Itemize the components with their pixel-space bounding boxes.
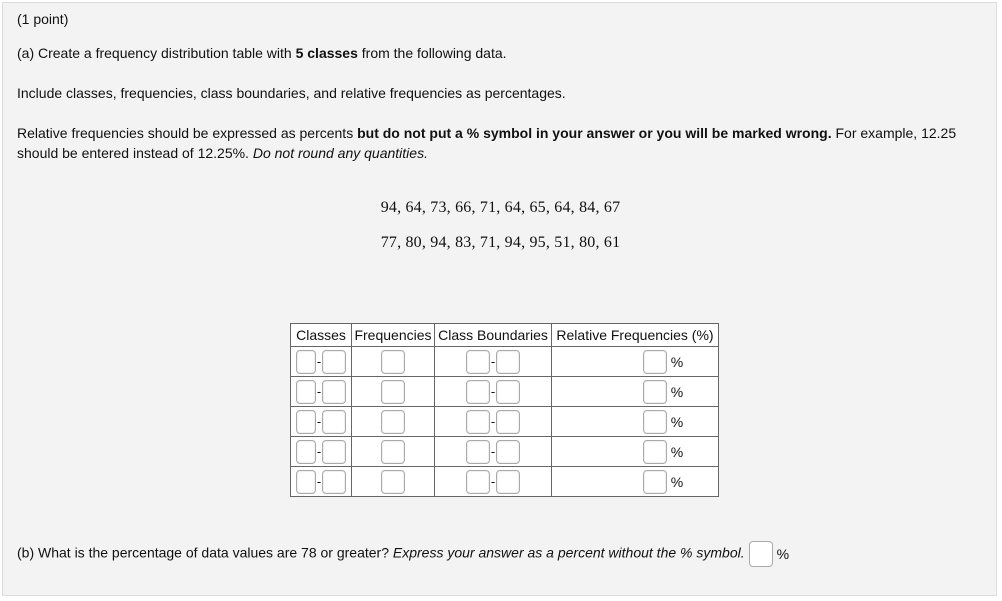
- rel-prefix: Relative frequencies should be expressed as percents: [17, 125, 358, 141]
- rel-warning: but do not put a % symbol in your answer or you will be marked wrong.: [357, 125, 832, 141]
- relative-frequency-input[interactable]: [643, 440, 667, 464]
- dash: -: [490, 354, 496, 369]
- rel-example: For example, 12.25 should be entered instead of 12.25%.: [17, 125, 957, 161]
- dash: -: [316, 414, 322, 429]
- header-class-boundaries: Class Boundaries: [435, 324, 552, 347]
- percent-sign: %: [670, 353, 684, 370]
- frequency-input[interactable]: [381, 440, 405, 464]
- points-label: (1 point): [17, 11, 69, 27]
- percentage-answer-input[interactable]: [749, 541, 773, 567]
- class-lower-input[interactable]: [296, 410, 316, 434]
- percent-sign: %: [670, 383, 684, 400]
- relative-frequency-input[interactable]: [643, 350, 667, 374]
- boundary-lower-input[interactable]: [466, 350, 490, 374]
- percent-sign: %: [670, 443, 684, 460]
- relative-frequency-input[interactable]: [643, 470, 667, 494]
- dash: -: [316, 444, 322, 459]
- dash: -: [490, 384, 496, 399]
- boundary-upper-input[interactable]: [496, 350, 520, 374]
- frequency-input[interactable]: [381, 350, 405, 374]
- percent-sign: %: [776, 546, 790, 562]
- class-upper-input[interactable]: [322, 470, 346, 494]
- class-upper-input[interactable]: [322, 410, 346, 434]
- classes-count: 5 classes: [295, 45, 358, 61]
- class-upper-input[interactable]: [322, 440, 346, 464]
- dash: -: [490, 444, 496, 459]
- boundary-upper-input[interactable]: [496, 380, 520, 404]
- part-a-intro-text: (a) Create a frequency distribution table with: [17, 45, 296, 61]
- header-classes: Classes: [291, 324, 352, 347]
- class-lower-input[interactable]: [296, 380, 316, 404]
- table-row: [291, 377, 719, 407]
- relative-frequency-input[interactable]: [643, 410, 667, 434]
- class-lower-input[interactable]: [296, 470, 316, 494]
- class-lower-input[interactable]: [296, 440, 316, 464]
- class-upper-input[interactable]: [322, 380, 346, 404]
- dash: -: [490, 474, 496, 489]
- class-upper-input[interactable]: [322, 350, 346, 374]
- table-row: [291, 407, 719, 437]
- boundary-lower-input[interactable]: [466, 380, 490, 404]
- percent-sign: %: [670, 413, 684, 430]
- part-a-intro-suffix: from the following data.: [357, 45, 507, 61]
- boundary-upper-input[interactable]: [496, 440, 520, 464]
- frequency-input[interactable]: [381, 410, 405, 434]
- boundary-lower-input[interactable]: [466, 440, 490, 464]
- part-b-question-text: (b) What is the percentage of data values are 78 or greater?: [17, 544, 393, 561]
- header-frequencies: Frequencies: [352, 324, 435, 347]
- table-row: [291, 467, 719, 497]
- frequency-table: [290, 323, 719, 497]
- part-a-intro: [17, 45, 507, 61]
- dash: -: [316, 474, 322, 489]
- boundary-upper-input[interactable]: [496, 470, 520, 494]
- table-row: [291, 347, 719, 377]
- include-instructions: Include classes, frequencies, class boundaries, and relative frequencies as percentages.: [17, 85, 566, 101]
- percent-sign: %: [670, 473, 684, 490]
- class-lower-input[interactable]: [296, 350, 316, 374]
- rel-no-round: Do not round any quantities.: [252, 145, 428, 161]
- table-row: [291, 437, 719, 467]
- dash: -: [316, 354, 322, 369]
- relative-frequency-instructions: [17, 123, 977, 163]
- frequency-input[interactable]: [381, 470, 405, 494]
- table-header-row: [291, 324, 719, 347]
- boundary-upper-input[interactable]: [496, 410, 520, 434]
- dash: -: [490, 414, 496, 429]
- data-row-1: 94, 64, 73, 66, 71, 64, 65, 64, 84, 67: [380, 199, 621, 216]
- boundary-lower-input[interactable]: [466, 470, 490, 494]
- header-relative-frequencies: Relative Frequencies (%): [552, 324, 719, 347]
- dash: -: [316, 384, 322, 399]
- data-row-2: 77, 80, 94, 83, 71, 94, 95, 51, 80, 61: [380, 234, 621, 251]
- problem-panel: [2, 2, 997, 596]
- boundary-lower-input[interactable]: [466, 410, 490, 434]
- relative-frequency-input[interactable]: [643, 380, 667, 404]
- frequency-input[interactable]: [381, 380, 405, 404]
- part-b-question: [17, 541, 789, 567]
- part-b-instructions: Express your answer as a percent without the % symbol.: [392, 544, 745, 561]
